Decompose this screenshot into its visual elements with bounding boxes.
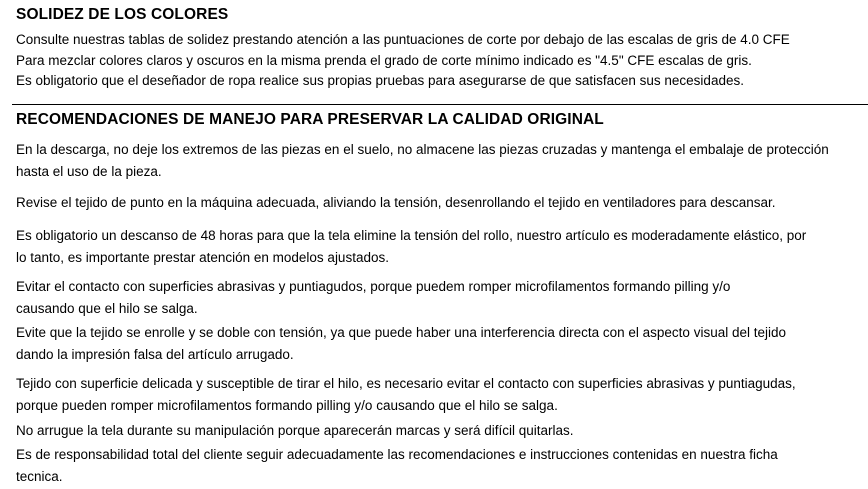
paragraph-line: Es de responsabilidad total del cliente seguir adecuadamente las recomendaciones e instrucciones contenidas en nuestra ficha	[16, 447, 778, 462]
paragraph-revise	[16, 192, 862, 214]
paragraph-line: Es obligatorio un descanso de 48 horas para que la tela elimine la tensión del rollo, nuestro artículo es moderadamente elástico, por	[16, 228, 807, 243]
paragraph-descanso	[16, 225, 862, 269]
paragraph-line: Tejido con superficie delicada y susceptible de tirar el hilo, es necesario evitar el contacto con superficies abrasivas y puntiagudas,	[16, 376, 796, 391]
solidez-line-1: Consulte nuestras tablas de solidez prestando atención a las puntuaciones de corte por debajo de las escalas de gris de 4.0 CFE	[16, 32, 790, 47]
section-divider	[12, 104, 868, 105]
solidez-line-2: Para mezclar colores claros y oscuros en la misma prenda el grado de corte mínimo indicado es "4.5" CFE escalas de gris.	[16, 53, 752, 68]
paragraph-line: lo tanto, es importante prestar atención en modelos ajustados.	[16, 250, 389, 265]
paragraph-arrugue	[16, 420, 862, 442]
paragraph-line: porque pueden romper microfilamentos formando pilling y/o causando que el hilo se salga.	[16, 398, 558, 413]
paragraph-line: Evitar el contacto con superficies abrasivas y puntiagudos, porque puedem romper microfilamentos formando pilling y/o	[16, 279, 731, 294]
paragraph-responsabilidad	[16, 444, 862, 488]
paragraph-line: tecnica.	[16, 469, 63, 484]
section-title-recomendaciones: RECOMENDACIONES DE MANEJO PARA PRESERVAR LA CALIDAD ORIGINAL	[16, 111, 604, 128]
paragraph-line: Evite que la tejido se enrolle y se doble con tensión, ya que puede haber una interferencia directa con el aspecto visual del tejido	[16, 325, 787, 340]
paragraph-line: No arrugue la tela durante su manipulación porque aparecerán marcas y será difícil quitarlas.	[16, 423, 574, 438]
paragraph-line: causando que el hilo se salga.	[16, 301, 198, 316]
section-title-solidez: SOLIDEZ DE LOS COLORES	[16, 6, 229, 23]
paragraph-line: dando la impresión falsa del artículo arrugado.	[16, 347, 294, 362]
paragraph-descarga	[16, 139, 862, 183]
solidez-line-3: Es obligatorio que el deseñador de ropa realice sus propias pruebas para asegurarse de que satisfacen sus necesidades.	[16, 73, 744, 88]
paragraph-line: En la descarga, no deje los extremos de las piezas en el suelo, no almacene las piezas cruzadas y mantenga el embalaje de protección	[16, 142, 829, 157]
paragraph-enrolle	[16, 322, 862, 366]
paragraph-line: hasta el uso de la pieza.	[16, 164, 162, 179]
paragraph-superficie-delicada	[16, 373, 862, 417]
paragraph-evitar-contacto	[16, 276, 862, 320]
paragraph-line: Revise el tejido de punto en la máquina adecuada, aliviando la tensión, desenrollando el tejido en ventiladores para descansar.	[16, 195, 776, 210]
